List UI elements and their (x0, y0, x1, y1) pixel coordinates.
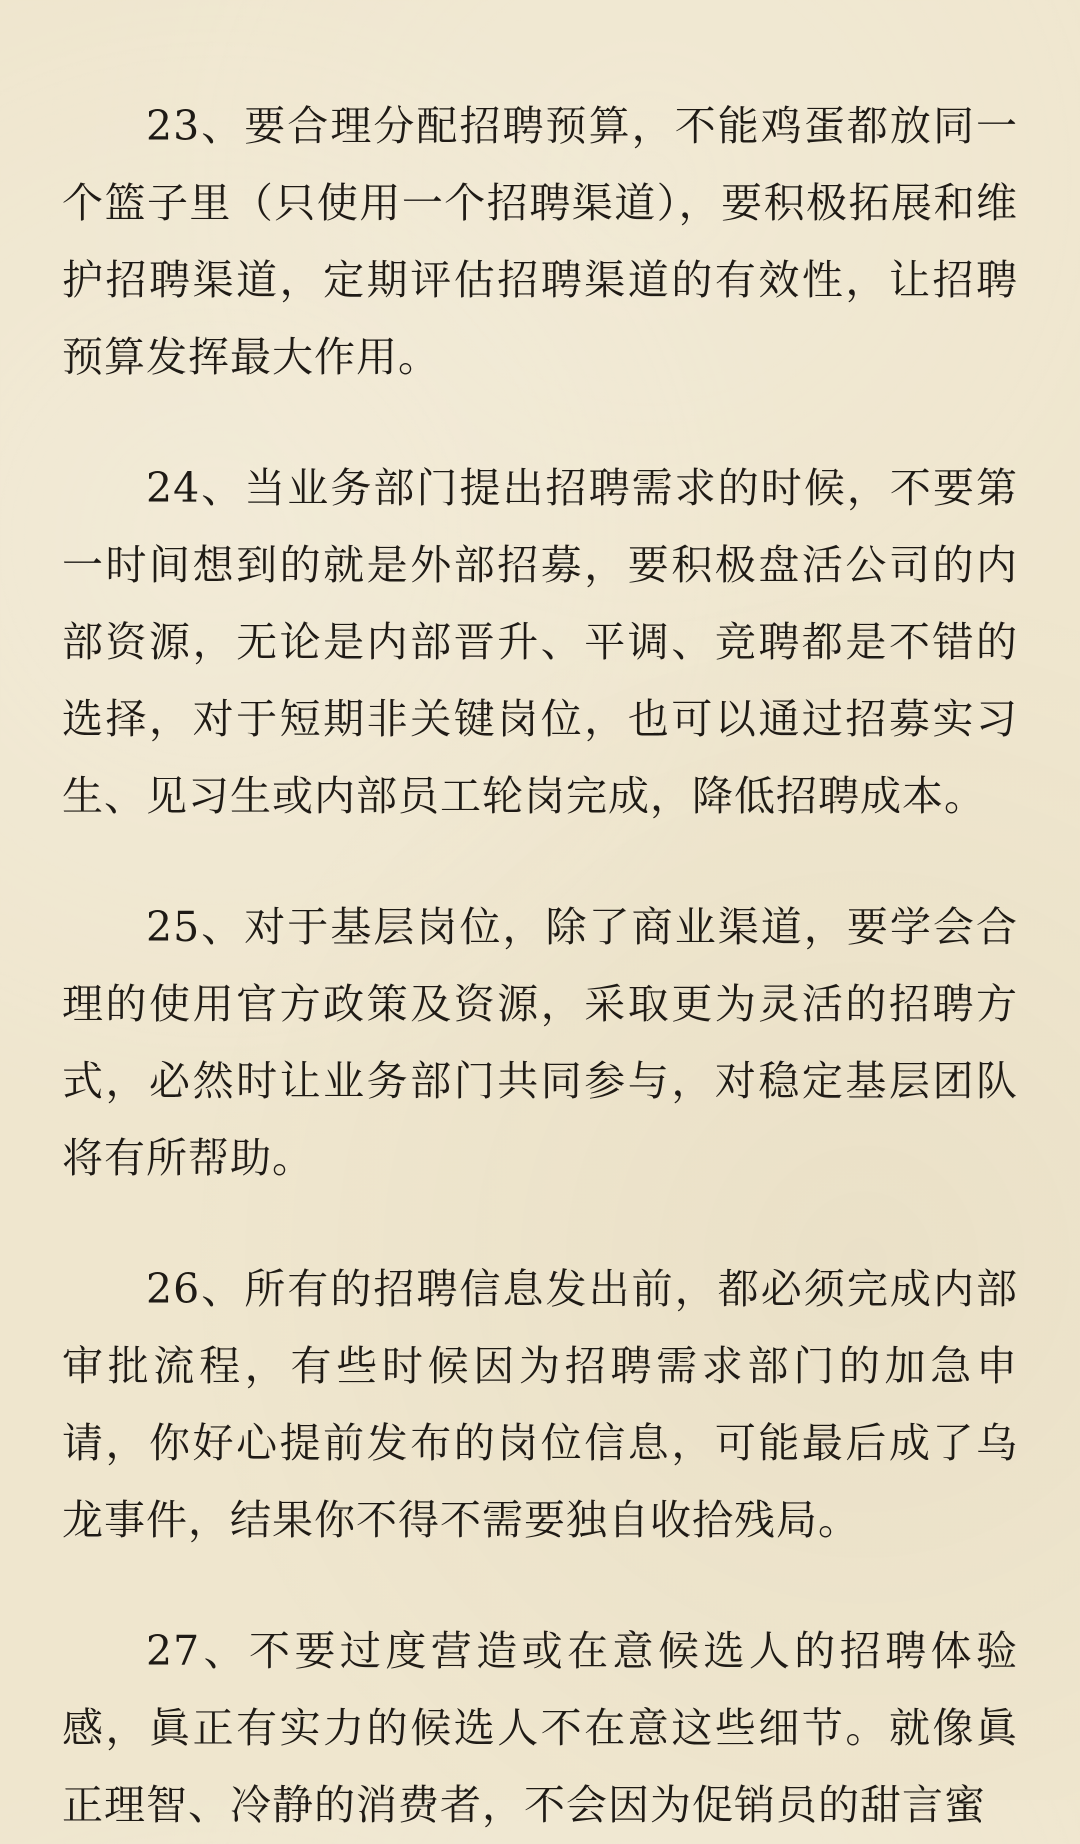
paragraph-24: 24、当业务部门提出招聘需求的时候，不要第一时间想到的就是外部招募，要积极盘活公司的内部资源，无论是内部晋升、平调、竞聘都是不错的选择，对于短期非关键岗位，也可以通过招募实习生、见习生或内部员工轮岗完成，降低招聘成本。 (62, 464, 1018, 820)
paragraph-26: 26、所有的招聘信息发出前，都必须完成内部审批流程，有些时候因为招聘需求部门的加急申请，你好心提前发布的岗位信息，可能最后成了乌龙事件，结果你不得不需要独自收拾残局。 (62, 1265, 1018, 1544)
paragraph-27: 27、不要过度营造或在意候选人的招聘体验感，眞正有实力的候选人不在意这些细节。就像眞正理智、冷静的消费者，不会因为促销员的甜言蜜 (62, 1627, 1018, 1829)
paragraph-23: 23、要合理分配招聘预算，不能鸡蛋都放同一个篮子里（只使用一个招聘渠道），要积极拓展和维护招聘渠道，定期评估招聘渠道的有效性，让招聘预算发挥最大作用。 (62, 102, 1018, 381)
paragraph-25: 25、对于基层岗位，除了商业渠道，要学会合理的使用官方政策及资源，采取更为灵活的招聘方式，必然时让业务部门共同参与，对稳定基层团队将有所帮助。 (62, 903, 1018, 1182)
